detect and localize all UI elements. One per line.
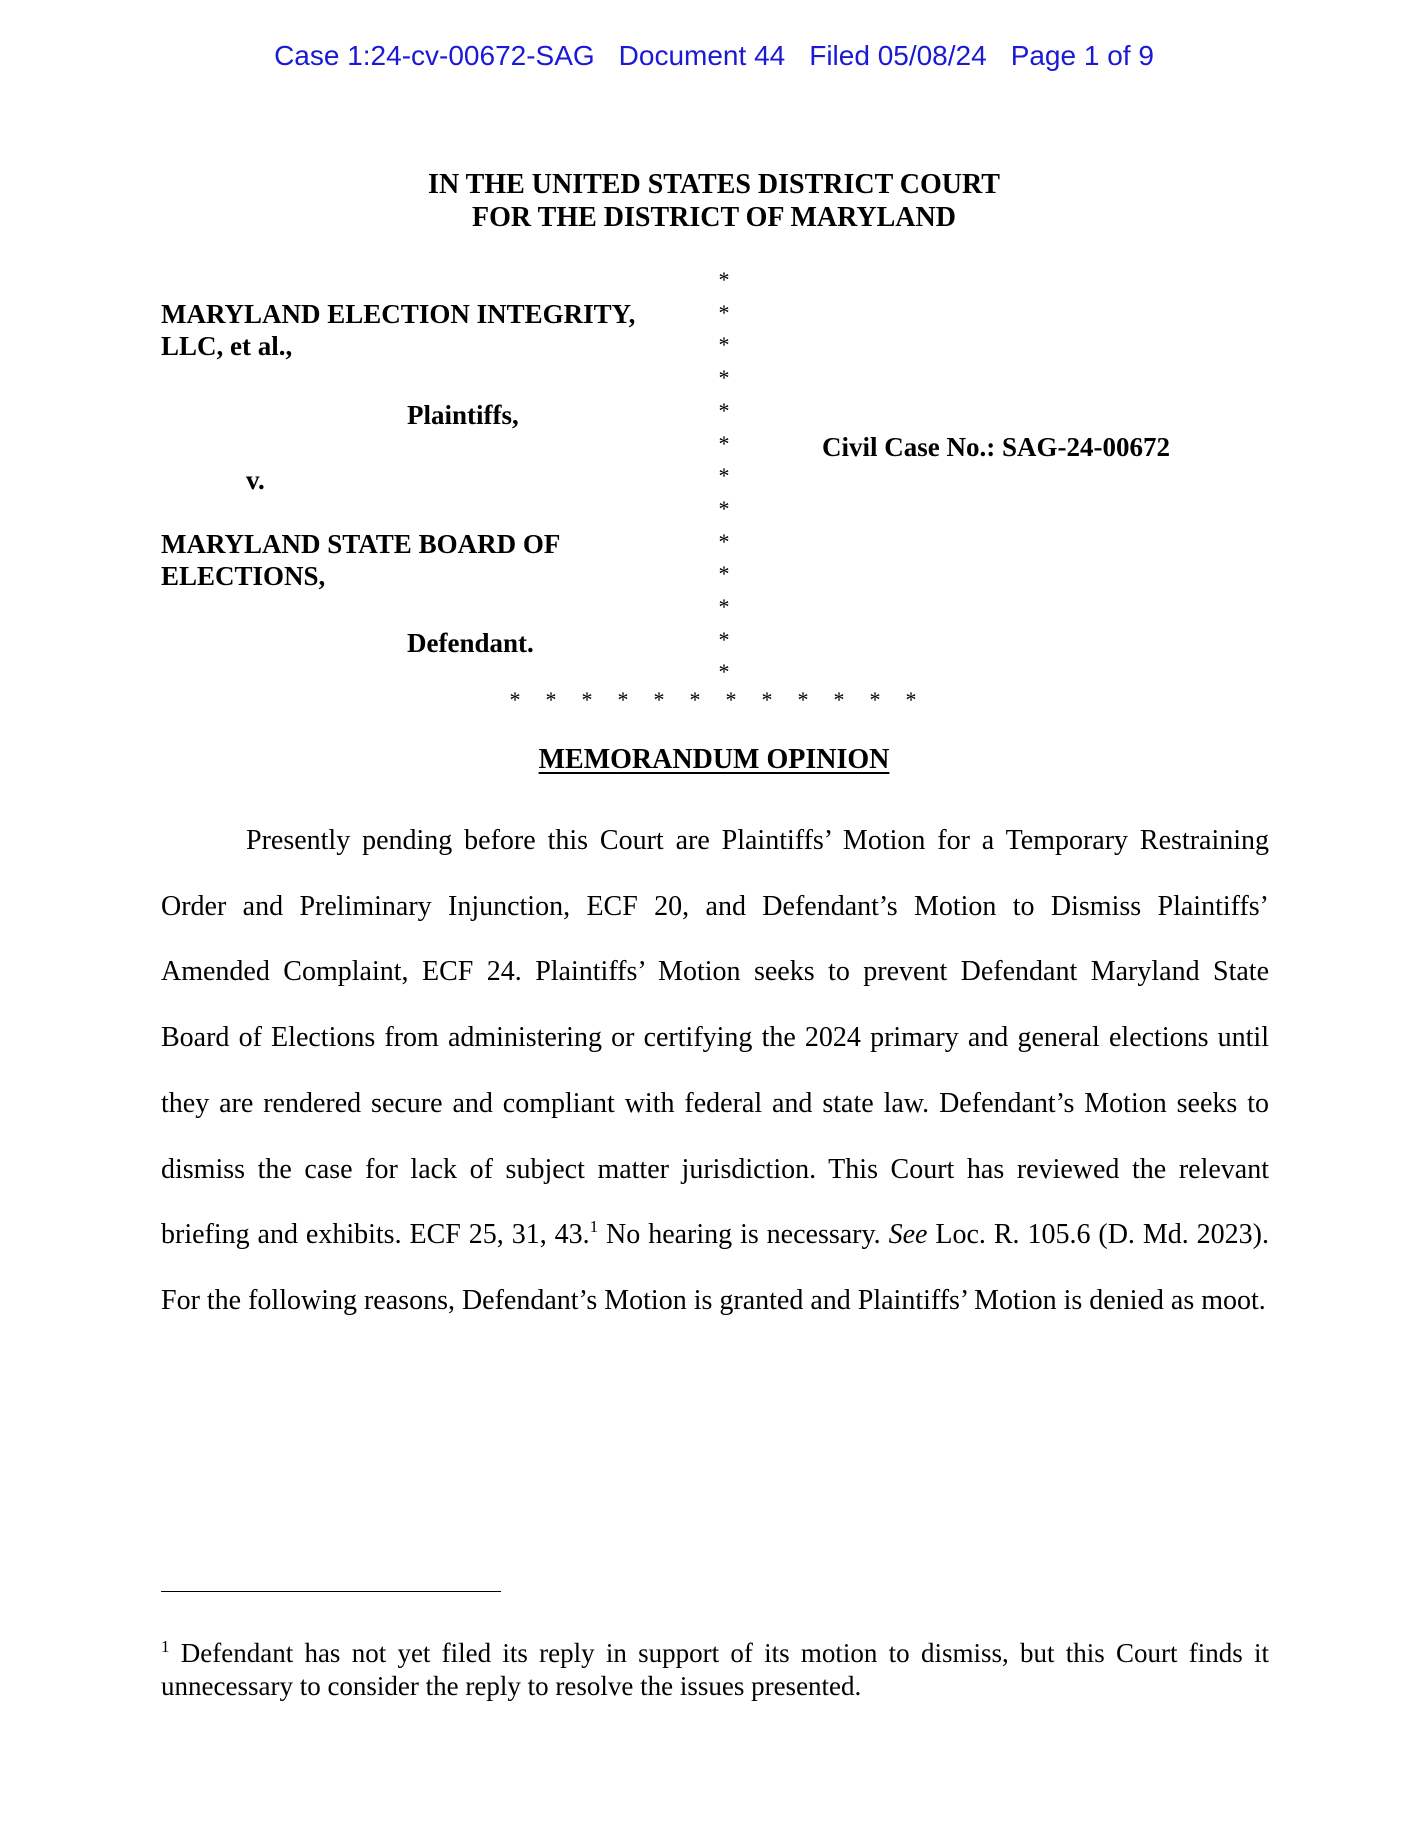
court-district-line: FOR THE DISTRICT OF MARYLAND: [472, 202, 956, 233]
civil-case-number: Civil Case No.: SAG-24-00672: [822, 432, 1170, 462]
footnote-reference: 1: [589, 1217, 599, 1237]
footnote-divider: [161, 1591, 501, 1592]
caption-star: *: [718, 626, 730, 652]
caption-star-column: [714, 264, 734, 689]
paragraph-text-part-2: No hearing is necessary.: [598, 1219, 889, 1251]
caption-star: *: [545, 687, 557, 712]
caption-star: *: [797, 687, 809, 712]
footnote-text: Defendant has not yet filed its reply in support of its motion to dismiss, but this Court finds it unnecessary to consider the reply to resolve the issues presented.: [161, 1638, 1269, 1701]
plaintiff-name-line-1: MARYLAND ELECTION INTEGRITY,: [161, 299, 636, 329]
caption-star: *: [718, 430, 730, 456]
caption-star: *: [718, 397, 730, 423]
filing-header-stamp: [0, 40, 1428, 72]
document-title: MEMORANDUM OPINION: [538, 744, 890, 775]
filed-date-stamp: Filed 05/08/24: [809, 40, 987, 71]
caption-star: *: [617, 687, 629, 712]
paragraph-text-part-3: Loc. R. 105.6 (D. Md. 2023). For the following reasons, Defendant’s Motion is granted and Plaintiffs’ Motion is denied as moot.: [161, 1219, 1269, 1316]
case-number-stamp: Case 1:24-cv-00672-SAG: [274, 40, 595, 71]
paragraph-text-part-1: Presently pending before this Court are Plaintiffs’ Motion for a Temporary Restraining Order and Preliminary Injunction, ECF 20, and Defendant’s Motion to Dismiss Plaintiffs’ Amended Complaint, ECF 24. Plaintiffs’ Motion seeks to prevent Defendant Maryland State Board of Elections from administering or certifying the 2024 primary and general elections until they are rendered secure and compliant with federal and state law. Defendant’s Motion seeks to dismiss the case for lack of subject matter jurisdiction. This Court has reviewed the relevant briefing and exhibits. ECF 25, 31, 43.: [161, 825, 1269, 1251]
caption-star: *: [653, 687, 665, 712]
caption-star: *: [718, 365, 730, 391]
caption-star: *: [718, 332, 730, 358]
caption-star: *: [718, 594, 730, 620]
document-number-stamp: Document 44: [618, 40, 786, 71]
plaintiff-name-line-2: LLC, et al.,: [161, 331, 293, 361]
caption-star: *: [689, 687, 701, 712]
caption-star: *: [718, 463, 730, 489]
caption-star: *: [509, 687, 521, 712]
caption-star: *: [761, 687, 773, 712]
caption-star: *: [718, 495, 730, 521]
versus-label: v.: [246, 465, 265, 495]
footnote-number: 1: [161, 1637, 170, 1656]
see-signal: See: [888, 1219, 928, 1251]
court-heading: [0, 168, 1428, 234]
caption-star: *: [718, 267, 730, 292]
plaintiffs-label: Plaintiffs,: [407, 400, 519, 430]
caption-star: *: [833, 687, 845, 712]
caption-star: *: [581, 687, 593, 712]
defendant-name-line-2: ELECTIONS,: [161, 561, 326, 591]
caption-star: *: [718, 528, 730, 554]
defendant-name: [161, 528, 560, 592]
caption-star-row: [497, 687, 929, 713]
caption-star: *: [718, 561, 730, 587]
court-name-line: IN THE UNITED STATES DISTRICT COURT: [428, 169, 1000, 200]
caption-star: *: [905, 687, 917, 712]
caption-star: *: [869, 687, 881, 712]
opinion-paragraph: [161, 808, 1269, 1334]
defendant-label: Defendant.: [407, 628, 534, 658]
defendant-name-line-1: MARYLAND STATE BOARD OF: [161, 529, 561, 559]
caption-star: *: [725, 687, 737, 712]
footnote: [161, 1637, 1269, 1703]
page-count-stamp: Page 1 of 9: [1010, 40, 1154, 71]
caption-star: *: [718, 299, 730, 325]
plaintiff-name: [161, 298, 635, 362]
caption-star: *: [718, 659, 730, 685]
